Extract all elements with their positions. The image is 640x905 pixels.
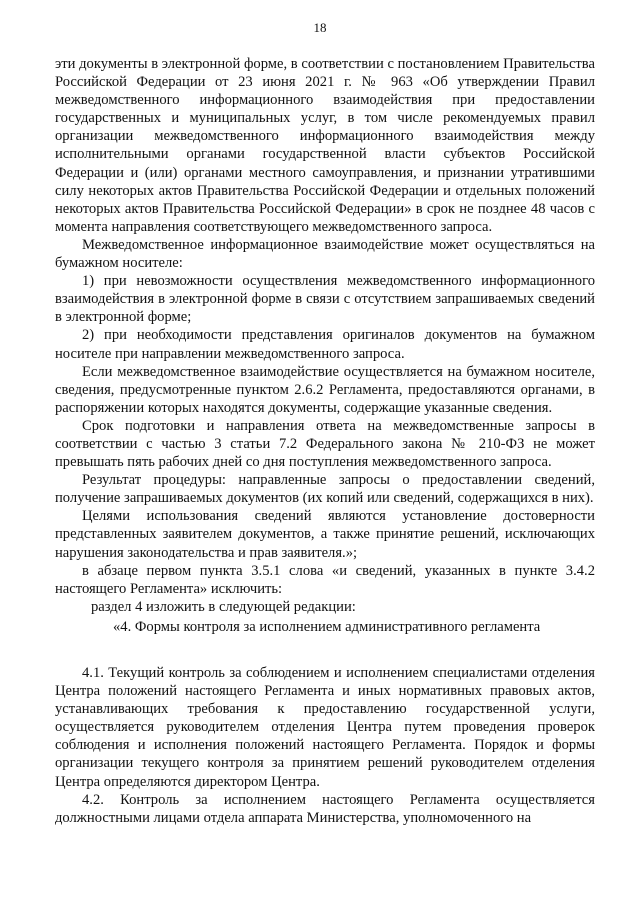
- paragraph-purpose: Целями использования сведений являются установление достоверности представленных заявителем документов, а также принятие решений, исключающих нарушения законодательства и прав заявителя.»;: [55, 508, 595, 561]
- list-item-1: 1) при невозможности осуществления межведомственного информационного взаимодействия в электронной форме в связи с отсутствием запрашиваемых сведений в электронной форме;: [55, 273, 595, 326]
- paragraph-paper-interaction: Межведомственное информационное взаимодействие может осуществляться на бумажном носителе:: [55, 236, 595, 272]
- list-item-2: 2) при необходимости представления оригиналов документов на бумажном носителе при направлении межведомственного запроса.: [55, 327, 595, 362]
- page-number: 18: [313, 20, 327, 35]
- section-heading: «4. Формы контроля за исполнением административного регламента: [113, 618, 541, 635]
- paragraph-procedure-result: Результат процедуры: направленные запросы о предоставлении сведений, получение запрашиваемых документов (их копий или сведений, содержащихся в них).: [55, 472, 595, 507]
- document-body: [55, 55, 595, 827]
- paragraph-section-4-intro: раздел 4 изложить в следующей редакции:: [91, 598, 356, 615]
- paragraph-amendment-351: в абзаце первом пункта 3.5.1 слова «и сведений, указанных в пункте 3.4.2 настоящего Регламента» исключить:: [55, 562, 595, 597]
- paragraph-4-1: 4.1. Текущий контроль за соблюдением и исполнением специалистами отделения Центра положений настоящего Регламента и иных нормативных правовых актов, устанавливающих требования к предоставлению государственной услуги, осуществляется руководителем отделения Центра путем проведения проверок соблюдения и исполнения положений настоящего Регламента. Порядок и формы организации текущего контроля за принятием решений руководителем отделения Центра определяются директором Центра.: [55, 665, 595, 790]
- paragraph-continuation: эти документы в электронной форме, в соответствии с постановлением Правительства Российской Федерации от 23 июня 2021 г. № 963 «Об утверждении Правил межведомственного информационного взаимодействия при предоставлении государственных и муниципальных услуг, в том числе рекомендуемых правил организации межведомственного информационного взаимодействия между исполнительными органами государственной власти субъектов Российской Федерации и (или) органами местного самоуправления, и признании утратившими силу некоторых актов Правительства Российской Федерации и отдельных положений некоторых актов Правительства Российской Федерации» в срок не позднее 48 часов с момента направления соответствующего межведомственного запроса.: [55, 56, 595, 235]
- paragraph-4-2: 4.2. Контроль за исполнением настоящего Регламента осуществляется должностными лицами отдела аппарата Министерства, уполномоченного на: [55, 791, 595, 826]
- paragraph-response-deadline: Срок подготовки и направления ответа на межведомственные запросы в соответствии с частью 3 статьи 7.2 Федерального закона № 210-ФЗ не может превышать пять рабочих дней со дня поступления межведомственного запроса.: [55, 417, 595, 471]
- paragraph-paper-medium: Если межведомственное взаимодействие осуществляется на бумажном носителе, сведения, предусмотренные пунктом 2.6.2 Регламента, предоставляются органами, в распоряжении которых находятся документы, содержащие указанные сведения.: [55, 363, 595, 416]
